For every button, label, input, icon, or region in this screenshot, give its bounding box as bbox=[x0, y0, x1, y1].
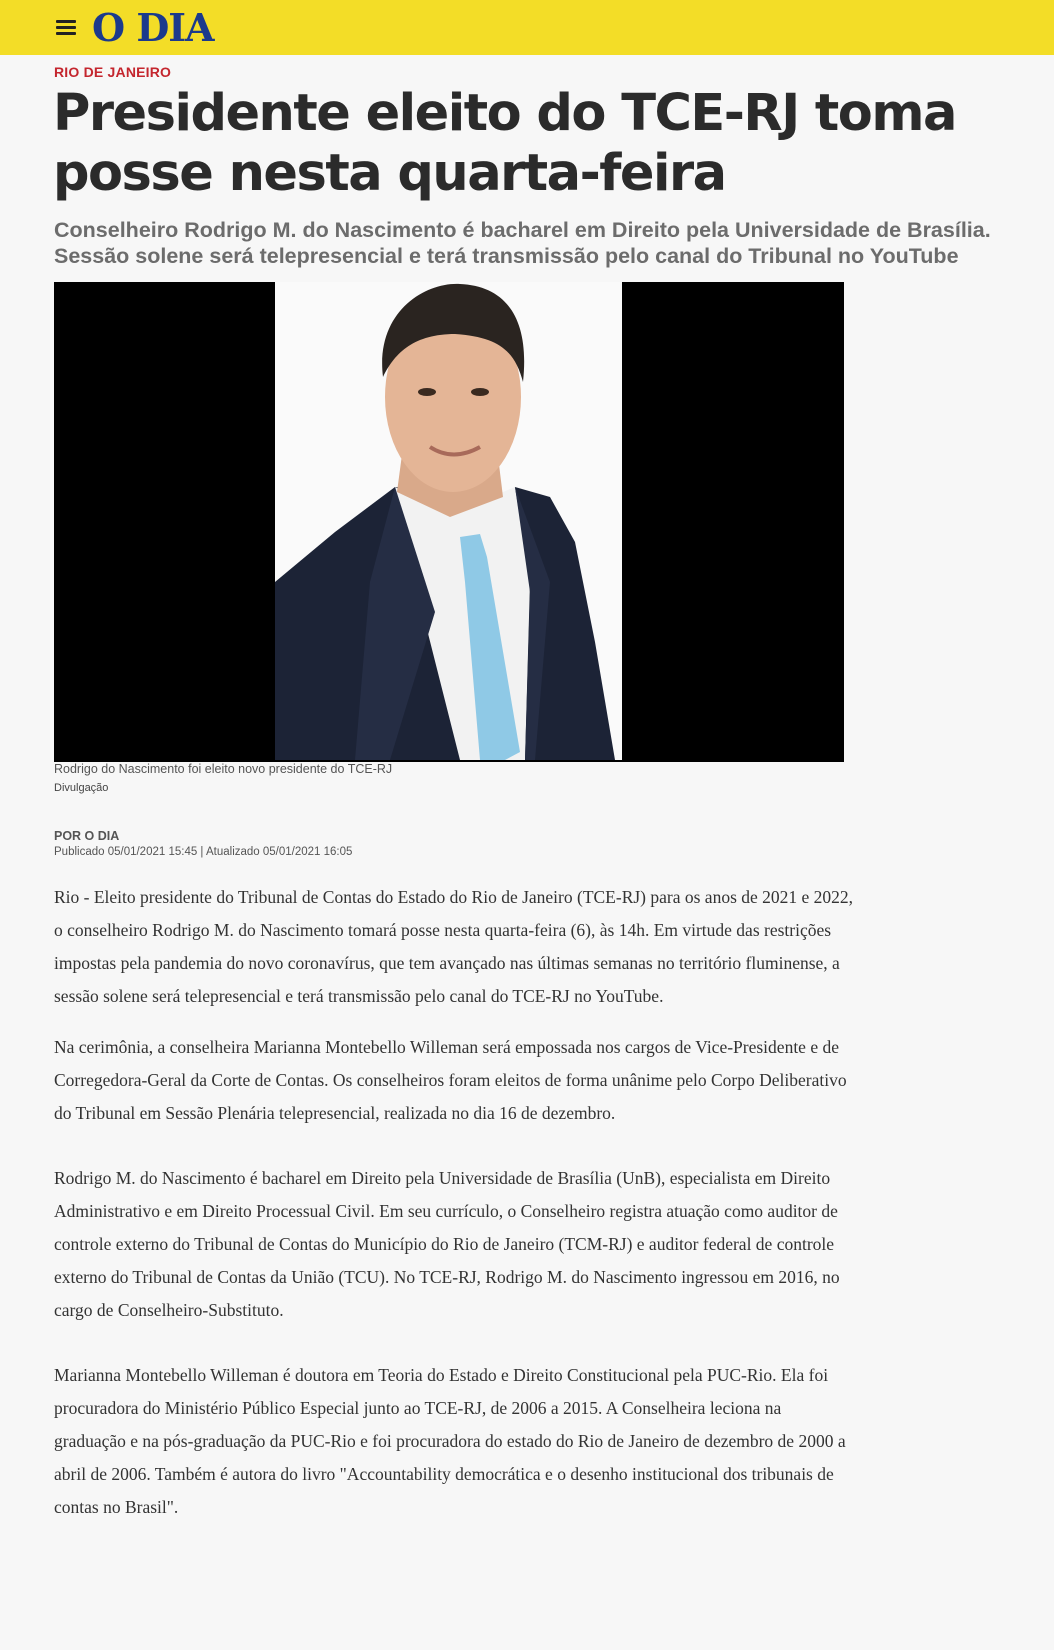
paragraph-3: Rodrigo M. do Nascimento é bacharel em Direito pela Universidade de Brasília (UnB), especialista em Direito Administrativo e em Direito Processual Civil. Em seu currículo, o Conselheiro registra atuação como auditor de controle externo do Tribunal de Contas do Município do Rio de Janeiro (TCM-RJ) e auditor federal de controle externo do Tribunal de Contas da União (TCU). No TCE-RJ, Rodrigo M. do Nascimento ingressou em 2016, no cargo de Conselheiro-Substituto. bbox=[54, 1168, 840, 1320]
article-title: Presidente eleito do TCE-RJ toma posse nesta quarta-feira bbox=[53, 84, 956, 203]
article-photo[interactable] bbox=[54, 282, 844, 762]
author-byline: POR O DIA bbox=[54, 829, 120, 843]
publish-dates: Publicado 05/01/2021 15:45 | Atualizado 05/01/2021 16:05 bbox=[54, 846, 353, 858]
article-body bbox=[54, 881, 854, 1542]
photo-credit: Divulgação bbox=[54, 782, 109, 794]
paragraph-4: Marianna Montebello Willeman é doutora em Teoria do Estado e Direito Constitucional pela PUC-Rio. Ela foi procuradora do Ministério Público Especial junto ao TCE-RJ, de 2006 a 2015. A Conselheira leciona na graduação e na pós-graduação da PUC-Rio e foi procuradora do estado do Rio de Janeiro de dezembro de 2000 a abril de 2006. Também é autora do livro "Accountability democrática e o desenho institucional dos tribunais de contas no Brasil". bbox=[54, 1365, 846, 1517]
site-logo[interactable]: O DIA bbox=[92, 5, 214, 50]
section-label[interactable]: RIO DE JANEIRO bbox=[54, 64, 172, 80]
article-subtitle: Conselheiro Rodrigo M. do Nascimento é bacharel em Direito pela Universidade de Brasília. Sessão solene será telepresencial e terá transmissão pelo canal do Tribunal no YouTube bbox=[54, 218, 991, 268]
paragraph-2: Na cerimônia, a conselheira Marianna Montebello Willeman será empossada nos cargos de Vice-Presidente e de Corregedora-Geral da Corte de Contas. Os conselheiros foram eleitos de forma unânime pelo Corpo Deliberativo do Tribunal em Sessão Plenária telepresencial, realizada no dia 16 de dezembro. bbox=[54, 1037, 847, 1123]
portrait-image bbox=[275, 282, 622, 760]
site-header bbox=[0, 0, 1054, 55]
hamburger-menu-icon[interactable] bbox=[54, 17, 78, 39]
paragraph-1: Rio - Eleito presidente do Tribunal de Contas do Estado do Rio de Janeiro (TCE-RJ) para os anos de 2021 e 2022, o conselheiro Rodrigo M. do Nascimento tomará posse nesta quarta-feira (6), às 14h. Em virtude das restrições impostas pela pandemia do novo coronavírus, que tem avançado nas últimas semanas no território fluminense, a sessão solene será telepresencial e terá transmissão pelo canal do TCE-RJ no YouTube. bbox=[54, 887, 854, 1006]
photo-caption: Rodrigo do Nascimento foi eleito novo presidente do TCE-RJ bbox=[54, 762, 393, 776]
